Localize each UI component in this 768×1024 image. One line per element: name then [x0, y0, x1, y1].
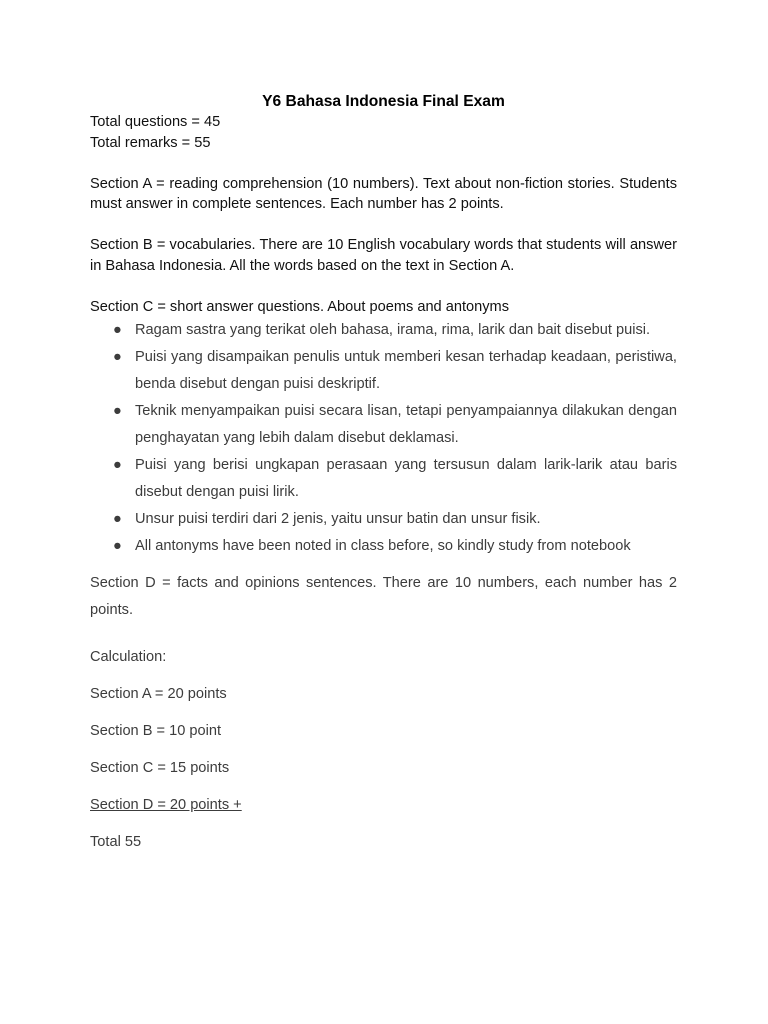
- calculation-heading: Calculation:: [90, 648, 167, 665]
- spacer: [90, 276, 677, 297]
- section-c-heading: Section C = short answer questions. About poems and antonyms: [90, 298, 509, 315]
- calc-section-a: Section A = 20 points: [90, 685, 227, 702]
- list-item: [90, 317, 677, 344]
- list-item-text: Puisi yang disampaikan penulis untuk memberi kesan terhadap keadaan, peristiwa, benda disebut dengan puisi deskriptif.: [135, 349, 677, 392]
- bullet-icon: ●: [113, 403, 122, 419]
- spacer: [90, 215, 677, 236]
- list-item: [90, 452, 677, 506]
- calc-section-b: Section B = 10 point: [90, 722, 222, 739]
- total-remarks-text: Total remarks = 55: [90, 134, 211, 151]
- section-c-bullet-list: [90, 317, 677, 560]
- calc-section-d: Section D = 20 points +: [90, 796, 242, 813]
- total-questions-text: Total questions = 45: [90, 114, 221, 130]
- list-item: [90, 344, 677, 398]
- list-item-text: Teknik menyampaikan puisi secara lisan, tetapi penyampaiannya dilakukan dengan penghayatan yang lebih dalam disebut deklamasi.: [135, 403, 677, 446]
- section-a-paragraph: Section A = reading comprehension (10 numbers). Text about non-fiction stories. Students must answer in complete sentences. Each number has 2 points.: [90, 175, 677, 212]
- document-title: Y6 Bahasa Indonesia Final Exam: [262, 93, 505, 110]
- bullet-icon: ●: [113, 322, 122, 338]
- bullet-icon: ●: [113, 457, 122, 473]
- list-item: [90, 506, 677, 533]
- list-item-text: Ragam sastra yang terikat oleh bahasa, irama, rima, larik dan bait disebut puisi.: [135, 322, 651, 338]
- list-item-text: Unsur puisi terdiri dari 2 jenis, yaitu unsur batin dan unsur fisik.: [135, 511, 541, 527]
- bullet-icon: ●: [113, 511, 122, 527]
- section-d-paragraph: Section D = facts and opinions sentences. There are 10 numbers, each number has 2 points.: [90, 575, 677, 618]
- document-page: [90, 92, 677, 861]
- calc-total: Total 55: [90, 833, 142, 850]
- section-b-paragraph: Section B = vocabularies. There are 10 English vocabulary words that students will answer in Bahasa Indonesia. All the words based on the text in Section A.: [90, 237, 677, 274]
- list-item-text: Puisi yang berisi ungkapan perasaan yang tersusun dalam larik-larik atau baris disebut dengan puisi lirik.: [135, 457, 677, 500]
- bullet-icon: ●: [113, 349, 122, 365]
- list-item: [90, 398, 677, 452]
- bullet-icon: ●: [113, 538, 122, 554]
- calc-section-c: Section C = 15 points: [90, 759, 230, 776]
- list-item: [90, 533, 677, 560]
- list-item-text: All antonyms have been noted in class before, so kindly study from notebook: [135, 538, 631, 554]
- spacer: [90, 153, 677, 174]
